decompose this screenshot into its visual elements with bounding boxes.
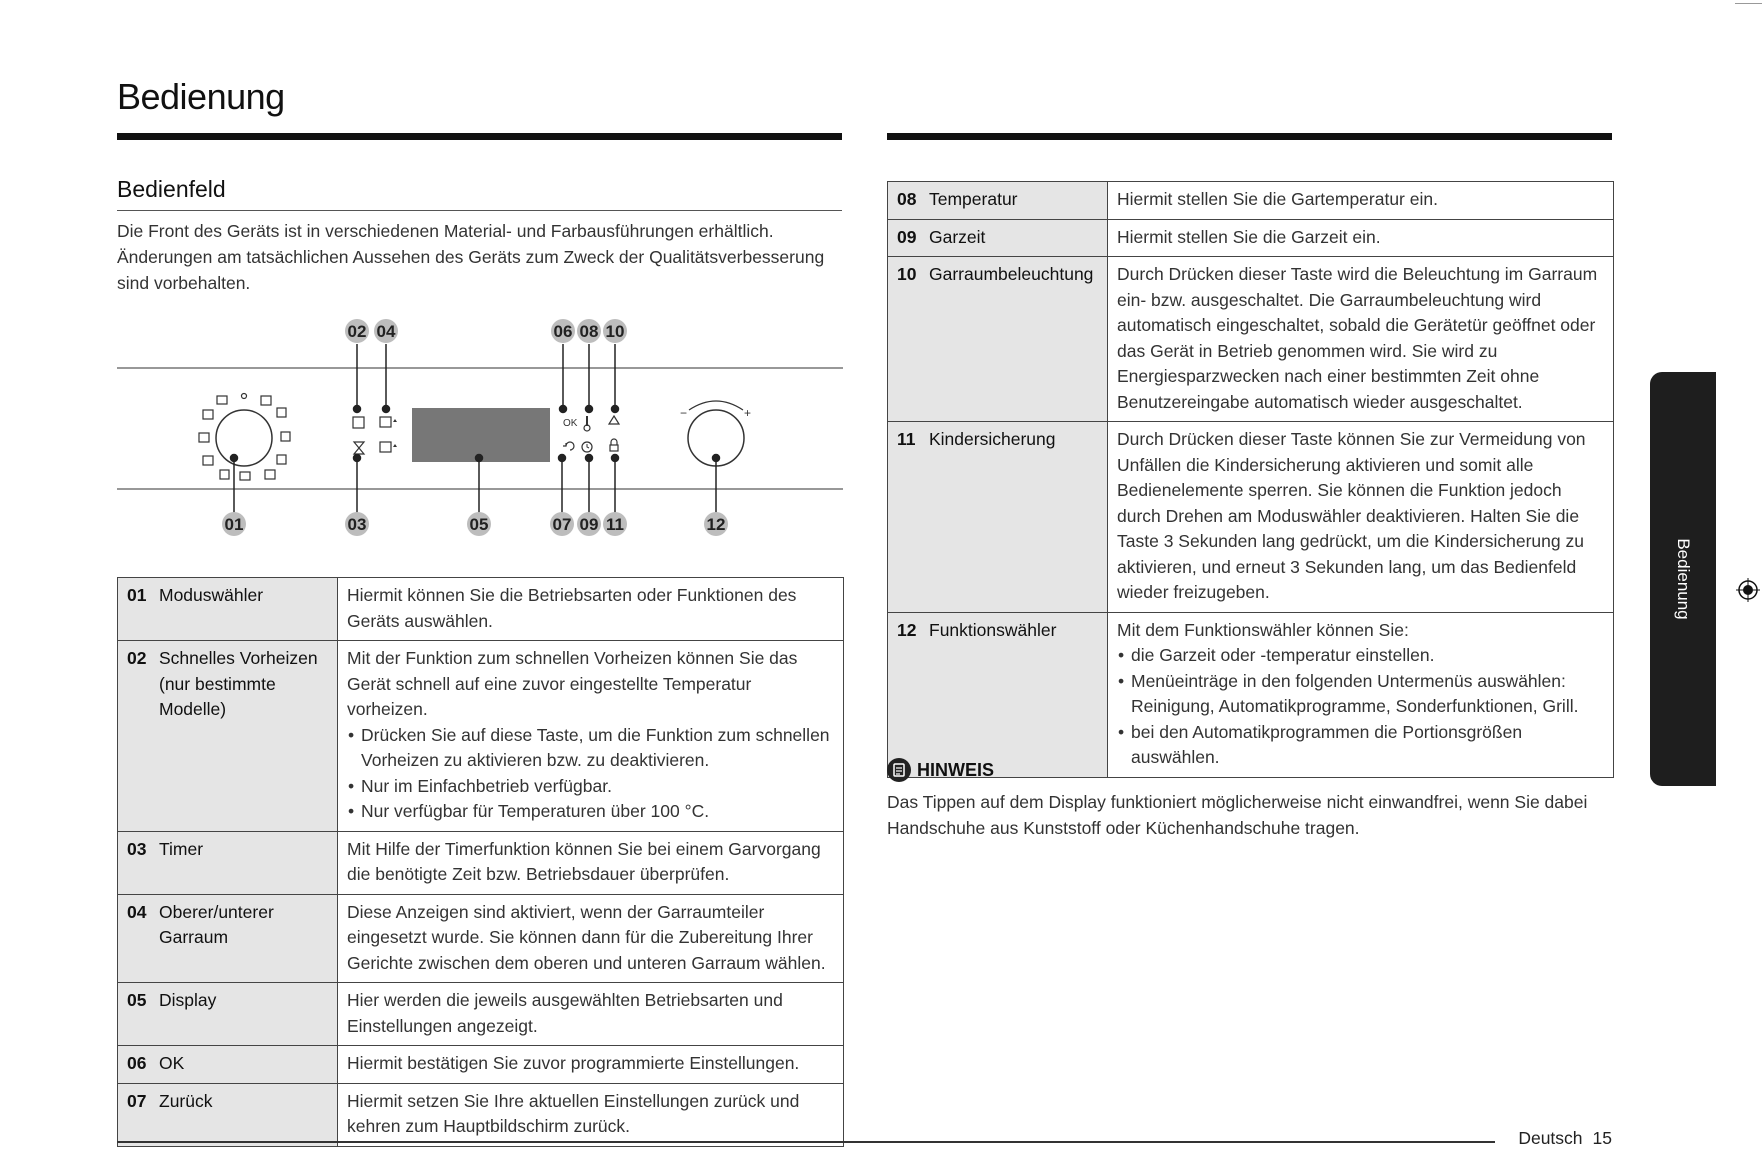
lock-icon bbox=[610, 445, 618, 451]
item-label: Kindersicherung bbox=[929, 429, 1056, 449]
callout-10 bbox=[603, 319, 627, 343]
section-intro: Die Front des Geräts ist in verschiedenen Material- und Farbausführungen erhältlich. Änderungen am tatsächlichen Aussehen des Geräts zum Zweck der Qualitätsverbesserung sind vorbehalten. bbox=[117, 221, 825, 293]
svg-text:01: 01 bbox=[224, 515, 244, 534]
lower-cavity-icon bbox=[380, 442, 391, 452]
footer-language: Deutsch bbox=[1518, 1128, 1583, 1148]
item-description: Mit dem Funktionswähler können Sie: bbox=[1117, 619, 1409, 640]
footer-rule bbox=[117, 1141, 1495, 1143]
table-row bbox=[118, 641, 844, 832]
item-label: Garraumbeleuchtung bbox=[929, 264, 1094, 284]
note-title: HINWEIS bbox=[917, 759, 995, 780]
display-screen bbox=[412, 408, 550, 462]
item-bullet: • Nur verfügbar für Temperaturen über 100 °C. bbox=[361, 799, 834, 825]
item-key-cell bbox=[888, 257, 1108, 422]
plus-label: + bbox=[744, 406, 752, 420]
item-bullet: • Nur im Einfachbetrieb verfügbar. bbox=[361, 774, 834, 800]
callout-06 bbox=[551, 319, 575, 343]
item-description-cell bbox=[1108, 182, 1614, 220]
callouts-bottom bbox=[222, 512, 728, 536]
item-number: 04 bbox=[127, 901, 147, 922]
item-label: Zurück bbox=[159, 1090, 213, 1111]
note-icon bbox=[887, 758, 911, 782]
item-description-cell bbox=[338, 1083, 844, 1146]
callouts-top bbox=[345, 319, 627, 343]
item-description: Hiermit stellen Sie die Gartemperatur ein. bbox=[1117, 189, 1438, 209]
lamp-icon bbox=[609, 416, 619, 424]
callout-09 bbox=[577, 512, 601, 536]
callout-05 bbox=[467, 512, 491, 536]
callout-12 bbox=[704, 512, 728, 536]
item-label: OK bbox=[159, 1053, 185, 1073]
table-row bbox=[888, 219, 1614, 257]
item-description-cell bbox=[1108, 219, 1614, 257]
item-key-cell bbox=[888, 422, 1108, 613]
svg-text:08: 08 bbox=[579, 322, 599, 341]
item-description-cell bbox=[338, 1046, 844, 1084]
registration-mark-icon bbox=[1736, 578, 1760, 602]
item-description-cell bbox=[338, 578, 844, 641]
page-title: Bedienung bbox=[117, 76, 285, 117]
controls-table-right bbox=[887, 181, 1614, 778]
item-description: Hiermit können Sie die Betriebsarten oder Funktionen des Geräts auswählen. bbox=[347, 585, 797, 631]
svg-text:11: 11 bbox=[606, 515, 624, 534]
callout-11 bbox=[603, 512, 627, 536]
callout-03 bbox=[345, 512, 369, 536]
item-number: 12 bbox=[897, 619, 917, 640]
page-footer bbox=[1518, 1128, 1612, 1149]
item-key-cell bbox=[118, 1046, 338, 1084]
controls-table-left bbox=[117, 577, 844, 1147]
item-label: Timer bbox=[159, 838, 204, 859]
callout-04 bbox=[374, 319, 398, 343]
button-icons-left bbox=[353, 417, 397, 454]
item-description-cell bbox=[338, 983, 844, 1046]
item-label: Schnelles Vorheizen (nur bestimmte Modelle) bbox=[159, 648, 318, 719]
ok-label: OK bbox=[563, 418, 578, 429]
item-description: Hiermit stellen Sie die Garzeit ein. bbox=[1117, 226, 1381, 247]
item-number: 07 bbox=[127, 1090, 147, 1111]
item-number: 06 bbox=[127, 1053, 147, 1073]
item-key-cell bbox=[118, 1083, 338, 1146]
svg-text:12: 12 bbox=[706, 515, 726, 534]
title-rule-right bbox=[887, 133, 1612, 140]
svg-text:07: 07 bbox=[552, 515, 572, 534]
table-row bbox=[118, 894, 844, 983]
item-key-cell bbox=[888, 182, 1108, 220]
table-row bbox=[888, 612, 1614, 777]
note-heading bbox=[887, 758, 994, 782]
svg-text:09: 09 bbox=[579, 515, 599, 534]
item-description: Hiermit bestätigen Sie zuvor programmierte Einstellungen. bbox=[347, 1053, 800, 1073]
item-bullet: • Menüeinträge in den folgenden Untermenüs auswählen: Reinigung, Automatikprogramme, Sonderfunktionen, Grill. bbox=[1131, 669, 1604, 720]
table-row bbox=[888, 182, 1614, 220]
page-number: 15 bbox=[1592, 1128, 1612, 1148]
item-bullet: • bei den Automatikprogrammen die Portionsgrößen auswählen. bbox=[1131, 720, 1604, 771]
item-key-cell bbox=[118, 894, 338, 983]
item-label: Temperatur bbox=[929, 189, 1018, 209]
callout-07 bbox=[550, 512, 574, 536]
callout-02 bbox=[345, 319, 369, 343]
item-description-cell bbox=[338, 831, 844, 894]
item-label: Funktionswähler bbox=[929, 619, 1057, 640]
item-description-cell bbox=[338, 641, 844, 832]
item-label: Oberer/unterer Garraum bbox=[159, 901, 274, 947]
table-row bbox=[118, 983, 844, 1046]
section-title: Bedienfeld bbox=[117, 176, 226, 202]
side-tab-label: Bedienung bbox=[1674, 538, 1693, 620]
item-description-cell bbox=[1108, 257, 1614, 422]
item-description: Mit Hilfe der Timerfunktion können Sie bei einem Garvorgang die benötigte Zeit bzw. Betriebsdauer überprüfen. bbox=[347, 838, 821, 884]
back-icon bbox=[563, 442, 574, 450]
callout-01 bbox=[222, 512, 246, 536]
button-icons-right bbox=[563, 416, 619, 452]
item-label: Display bbox=[159, 990, 217, 1010]
item-number: 09 bbox=[897, 226, 917, 247]
rapid-preheat-icon bbox=[353, 417, 364, 428]
item-key-cell bbox=[118, 641, 338, 832]
svg-text:03: 03 bbox=[347, 515, 367, 534]
item-key-cell bbox=[888, 219, 1108, 257]
item-description: Durch Drücken dieser Taste wird die Beleuchtung im Garraum ein- bzw. ausgeschaltet. Die Garraumbeleuchtung wird automatisch eingeschaltet, sobald die Gerätetür geöffnet oder das Gerät in Betrieb genommen wird. Sie wird zu Energiesparzwecken nach einer bestimmten Zeit ohne Benutzereingabe automatisch wieder ausgeschaltet. bbox=[1117, 264, 1598, 412]
item-number: 01 bbox=[127, 585, 147, 605]
title-rule-left bbox=[117, 133, 842, 140]
svg-text:05: 05 bbox=[469, 515, 489, 534]
item-number: 05 bbox=[127, 990, 147, 1010]
svg-text:10: 10 bbox=[605, 322, 625, 341]
item-key-cell bbox=[888, 612, 1108, 777]
svg-text:04: 04 bbox=[376, 322, 396, 341]
item-number: 02 bbox=[127, 648, 147, 668]
item-description: Mit der Funktion zum schnellen Vorheizen können Sie das Gerät schnell auf eine zuvor eingestellte Temperatur vorheizen. bbox=[347, 648, 798, 719]
item-key-cell bbox=[118, 578, 338, 641]
item-description-cell bbox=[338, 894, 844, 983]
table-row bbox=[118, 1046, 844, 1084]
item-key-cell bbox=[118, 983, 338, 1046]
item-description-cell bbox=[1108, 422, 1614, 613]
callout-08 bbox=[577, 319, 601, 343]
minus-label: − bbox=[680, 406, 688, 420]
side-chapter-tab bbox=[1650, 372, 1716, 786]
item-description: Diese Anzeigen sind aktiviert, wenn der Garraumteiler eingesetzt wurde. Sie können dann für die Zubereitung Ihrer Gerichte zwischen dem oberen und unteren Garraum wählen. bbox=[347, 901, 826, 973]
item-key-cell bbox=[118, 831, 338, 894]
item-bullet-list bbox=[347, 723, 834, 825]
item-description: Hiermit setzen Sie Ihre aktuellen Einstellungen zurück und kehren zum Hauptbildschirm zurück. bbox=[347, 1090, 800, 1136]
table-row bbox=[118, 1083, 844, 1146]
note-text: Das Tippen auf dem Display funktioniert möglicherweise nicht einwandfrei, wenn Sie dabei Handschuhe aus Kunststoff oder Küchenhandschuhe tragen. bbox=[887, 792, 1588, 838]
item-number: 08 bbox=[897, 189, 917, 209]
hourglass-icon bbox=[354, 442, 364, 454]
table-row bbox=[888, 422, 1614, 613]
control-panel-diagram bbox=[117, 312, 843, 542]
item-number: 11 bbox=[897, 429, 916, 449]
item-bullet-list bbox=[1117, 643, 1604, 771]
section-rule bbox=[117, 210, 842, 211]
item-bullet: • Drücken Sie auf diese Taste, um die Funktion zum schnellen Vorheizen zu aktivieren bzw. zu deaktivieren. bbox=[361, 723, 834, 774]
item-description: Durch Drücken dieser Taste können Sie zur Vermeidung von Unfällen die Kindersicherung aktivieren und somit alle Bedienelemente sperren. Sie können die Funktion jedoch durch Drehen am Moduswähler deaktivieren. Halten Sie die Taste 3 Sekunden lang gedrückt, um die Kindersicherung zu aktivieren, und erneut 3 Sekunden lang, um das Bedienfeld wieder freizugeben. bbox=[1117, 429, 1586, 602]
crop-mark bbox=[1735, 3, 1762, 4]
item-description-cell bbox=[1108, 612, 1614, 777]
mode-selector-knob bbox=[199, 394, 290, 481]
item-number: 10 bbox=[897, 264, 917, 284]
item-label: Garzeit bbox=[929, 226, 986, 247]
svg-text:02: 02 bbox=[347, 322, 367, 341]
upper-cavity-icon bbox=[380, 417, 391, 427]
item-bullet: • die Garzeit oder -temperatur einstellen. bbox=[1131, 643, 1604, 669]
item-label: Moduswähler bbox=[159, 585, 264, 605]
table-row bbox=[118, 831, 844, 894]
svg-text:06: 06 bbox=[553, 322, 573, 341]
table-row bbox=[888, 257, 1614, 422]
item-number: 03 bbox=[127, 838, 147, 859]
item-description: Hier werden die jeweils ausgewählten Betriebsarten und Einstellungen angezeigt. bbox=[347, 990, 783, 1036]
table-row bbox=[118, 578, 844, 641]
